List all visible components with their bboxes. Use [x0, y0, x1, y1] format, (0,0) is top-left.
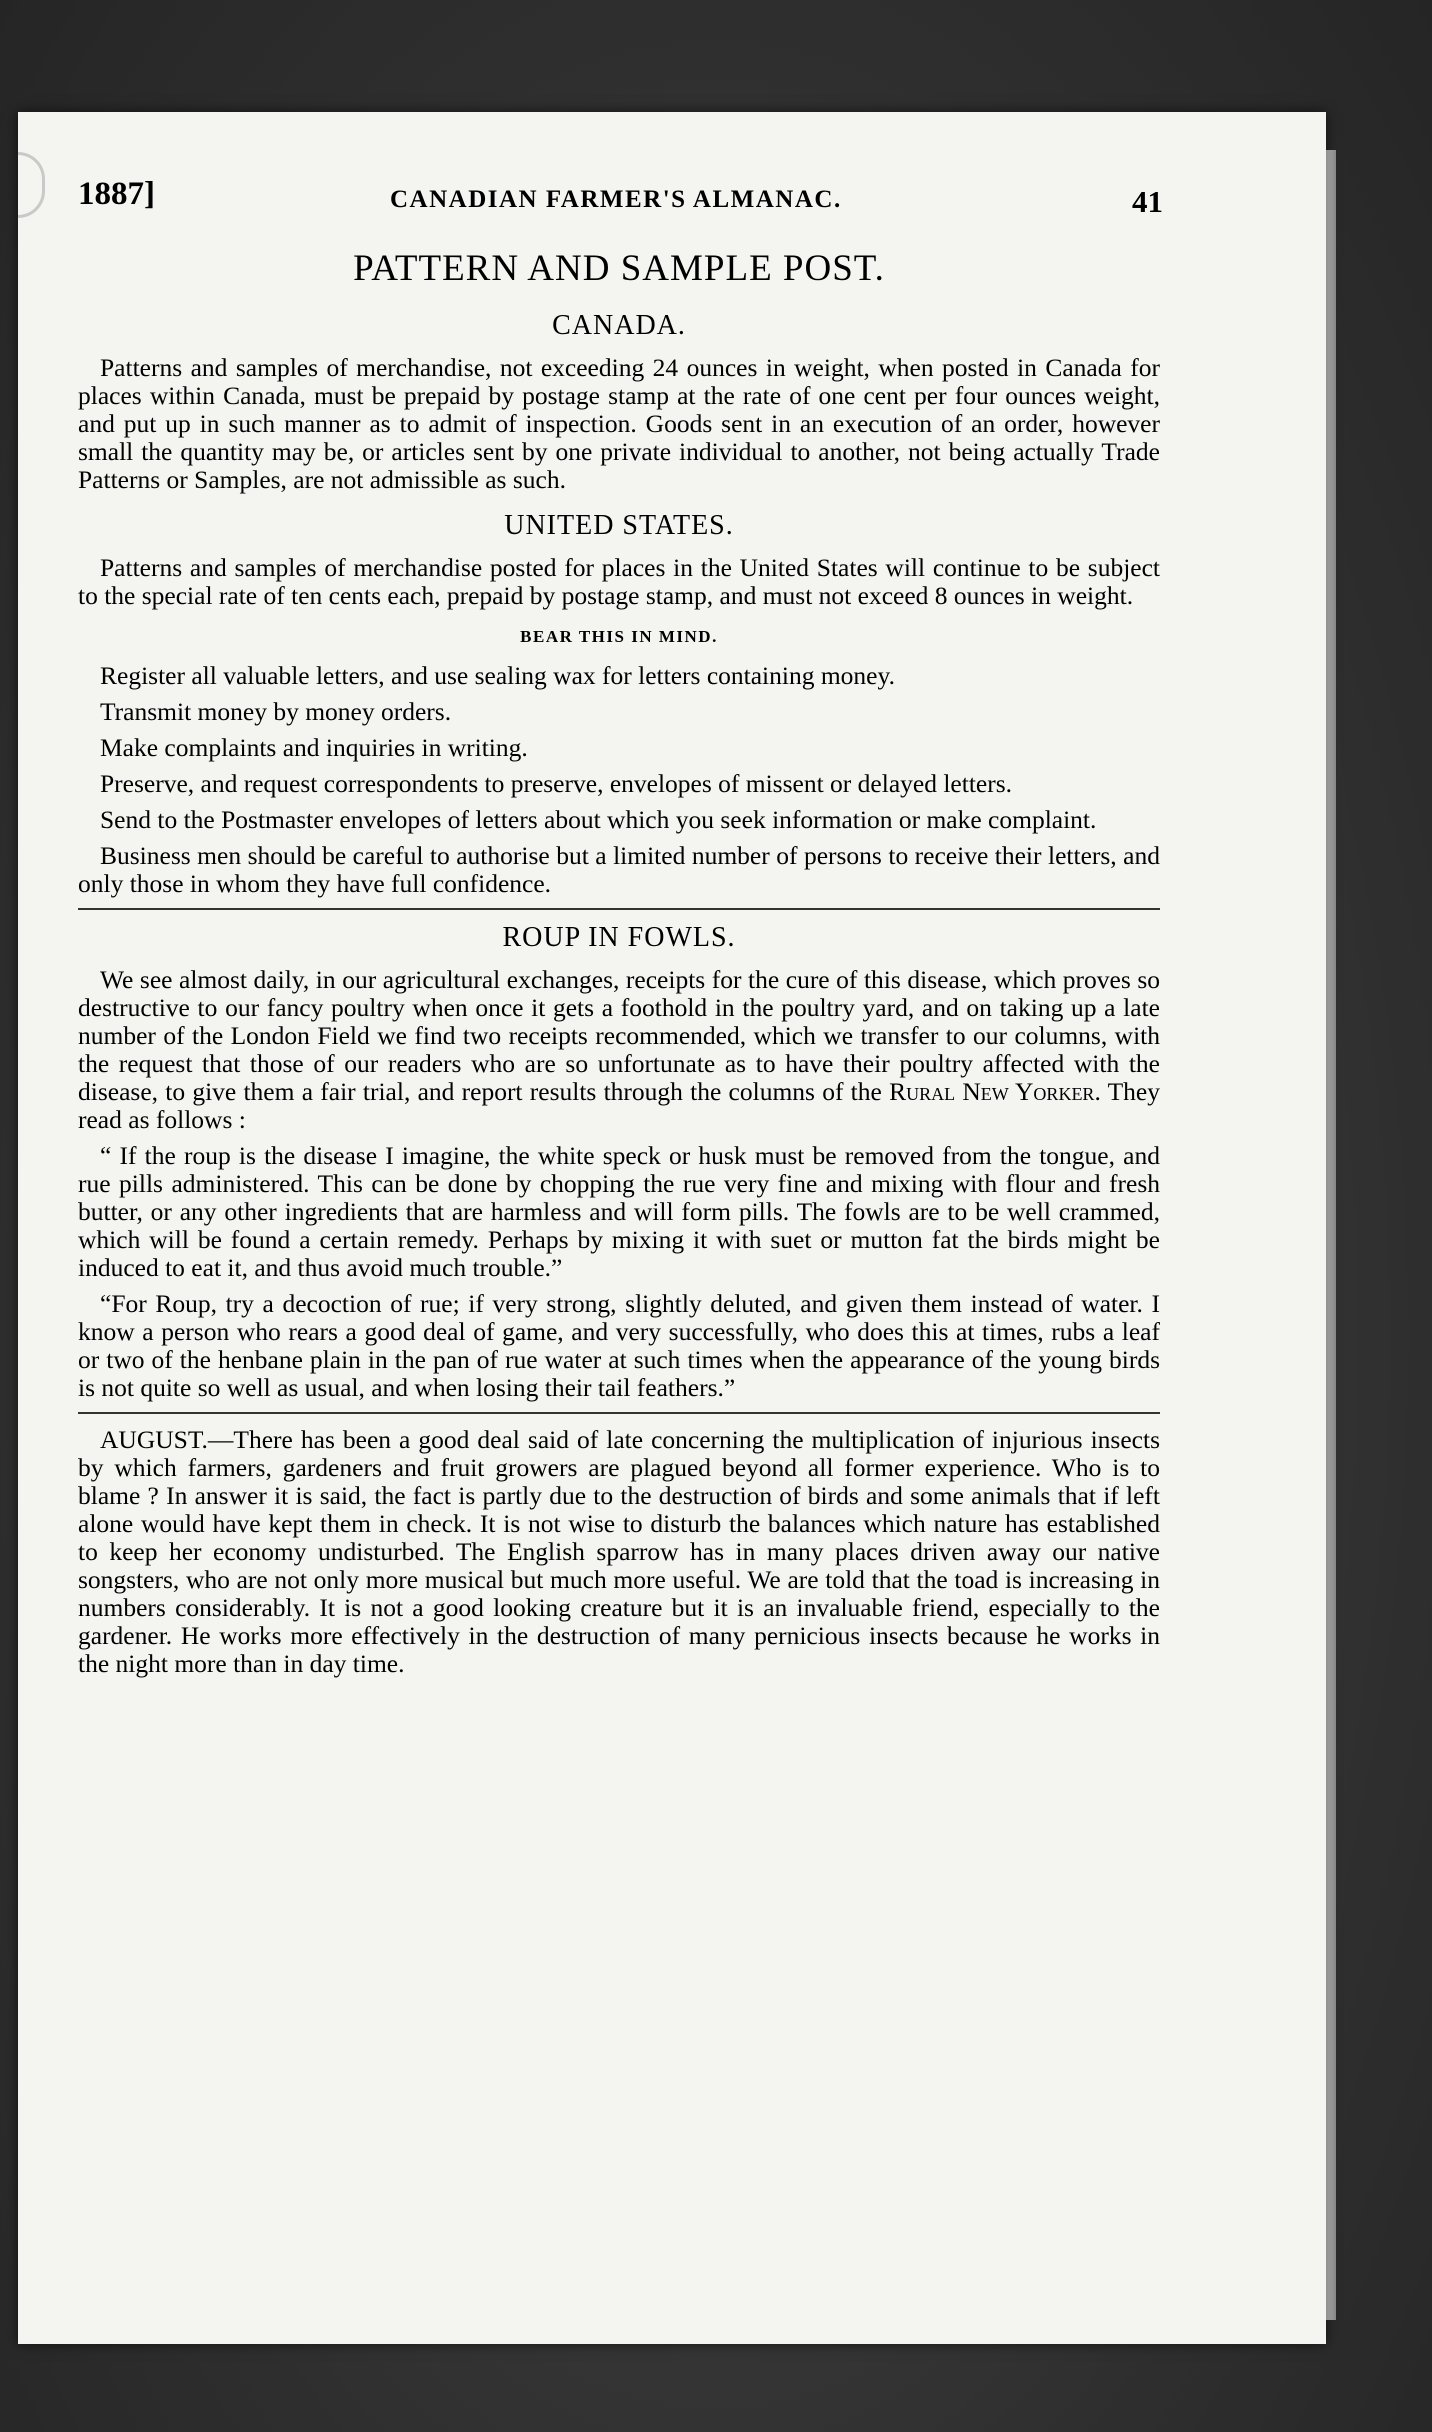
binding-mark [18, 152, 45, 218]
advice-item: Transmit money by money orders. [100, 697, 452, 726]
header-year: 1887] [78, 176, 155, 212]
roup-source: Rural New Yorker. [889, 1077, 1101, 1106]
roup-intro [78, 966, 1160, 1134]
roup-quote-1: “ If the roup is the disease I imagine, the white speck or husk must be removed from the tongue, and rue pills administered. This can be done by chopping the rue very fine and mixing with flour and fresh butter, or any other ingredients that are harmless and will form pills. The fowls are to be well crammed, which will be found a certain remedy. Perhaps by mixing it with suet or mutton fat the birds might be induced to eat it, and thus avoid much trouble.” [78, 1141, 1160, 1282]
section-divider [78, 908, 1160, 910]
advice-item: Send to the Postmaster envelopes of letters about which you seek information or make complaint. [100, 805, 1097, 834]
united-states-text: Patterns and samples of merchandise posted for places in the United States will continue to be subject to the special rate of ten cents each, prepaid by postage stamp, and must not exceed 8 ounces in weight. [78, 553, 1160, 610]
roup-intro-text: We see almost daily, in our agricultural exchanges, receipts for the cure of this disease, which proves so destructive to our fancy poultry when once it gets a foothold in the poultry yard, and on taking up a late number of the London Field we find two receipts recommended, which we transfer to our columns, with the request that those of our readers who are so unfortunate as to have their poultry affected with the disease, to give them a fair trial, and report results through the columns of the [78, 965, 1160, 1106]
canada-heading: CANADA. [552, 310, 686, 341]
advice-item: Preserve, and request correspondents to preserve, envelopes of missent or delayed letters. [100, 769, 1013, 798]
main-title: PATTERN AND SAMPLE POST. [353, 248, 885, 289]
august-text: AUGUST.—There has been a good deal said of late concerning the multiplication of injurious insects by which farmers, gardeners and fruit growers are plagued beyond all former experience. Who is to blame ? In answer it is said, the fact is partly due to the destruction of birds and some animals that if left alone would have kept them in check. It is not wise to disturb the balances which nature has established to keep her economy undisturbed. The English sparrow has in many places driven away our native songsters, who are not only more musical but much more useful. We are told that the toad is increasing in numbers considerably. It is not a good looking creature but it is an invaluable friend, especially to the gardener. He works more effectively in the destruction of many pernicious insects because he works in the night more than in day time. [78, 1425, 1160, 1678]
roup-intro-end: They read as follows : [78, 1077, 1161, 1134]
advice-item: Register all valuable letters, and use sealing wax for letters containing money. [100, 661, 895, 690]
page-edge [1326, 150, 1336, 2320]
running-header [78, 176, 1178, 220]
advice-item: Make complaints and inquiries in writing. [100, 733, 528, 762]
page-content [78, 248, 1160, 1678]
section-divider [78, 1412, 1160, 1414]
advice-item: Business men should be careful to authorise but a limited number of persons to receive their letters, and only those in whom they have full confidence. [78, 841, 1160, 898]
roup-quote-2: “For Roup, try a decoction of rue; if very strong, slightly deluted, and given them instead of water. I know a person who rears a good deal of game, and very successfully, who does this at times, rubs a leaf or two of the henbane plain in the pan of rue water at such times when the appearance of the young birds is not quite so well as usual, and when losing their tail feathers.” [78, 1289, 1160, 1402]
united-states-heading: UNITED STATES. [504, 510, 734, 541]
canada-text: Patterns and samples of merchandise, not exceeding 24 ounces in weight, when posted in Canada for places within Canada, must be prepaid by postage stamp at the rate of one cent per four ounces weight, and put up in such manner as to admit of inspection. Goods sent in an execution of an order, however small the quantity may be, or articles sent by one private individual to another, not being actually Trade Patterns or Samples, are not admissible as such. [78, 353, 1160, 494]
roup-heading: ROUP IN FOWLS. [502, 922, 736, 953]
page-number: 41 [1132, 184, 1163, 219]
bear-in-mind-heading: BEAR THIS IN MIND. [520, 627, 718, 646]
header-almanac-title: CANADIAN FARMER'S ALMANAC. [390, 186, 842, 213]
